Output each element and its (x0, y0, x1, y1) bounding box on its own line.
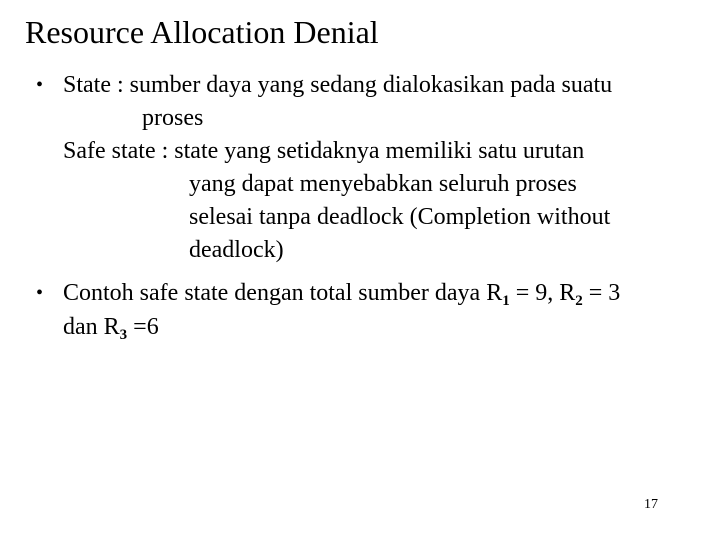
r3-subscript: 3 (119, 327, 128, 343)
example-line-2 (63, 310, 159, 344)
bullet-marker: • (36, 74, 44, 96)
slide-title: Resource Allocation Denial (25, 14, 379, 50)
example-line-1 (63, 276, 620, 310)
r3-value: =6 (127, 314, 159, 340)
safe-state-definition-line-1: Safe state : state yang setidaknya memiliki satu urutan (63, 138, 585, 164)
example-text-2: dan R (63, 314, 120, 340)
state-definition-line-2: proses (142, 105, 204, 131)
r1-subscript: 1 (502, 293, 510, 309)
example-text: Contoh safe state dengan total sumber daya R (63, 280, 503, 306)
page-number: 17 (644, 497, 658, 512)
r1-value: = 9, R (509, 280, 576, 306)
safe-state-definition-line-2: yang dapat menyebabkan seluruh proses (189, 171, 577, 197)
safe-state-definition-line-3: selesai tanpa deadlock (Completion without (189, 204, 611, 230)
bullet-marker: • (36, 282, 44, 304)
safe-state-definition-line-4: deadlock) (189, 237, 284, 263)
r2-value: = 3 (582, 280, 621, 306)
r2-subscript: 2 (575, 293, 583, 309)
state-definition-line-1: State : sumber daya yang sedang dialokasikan pada suatu (63, 72, 613, 98)
